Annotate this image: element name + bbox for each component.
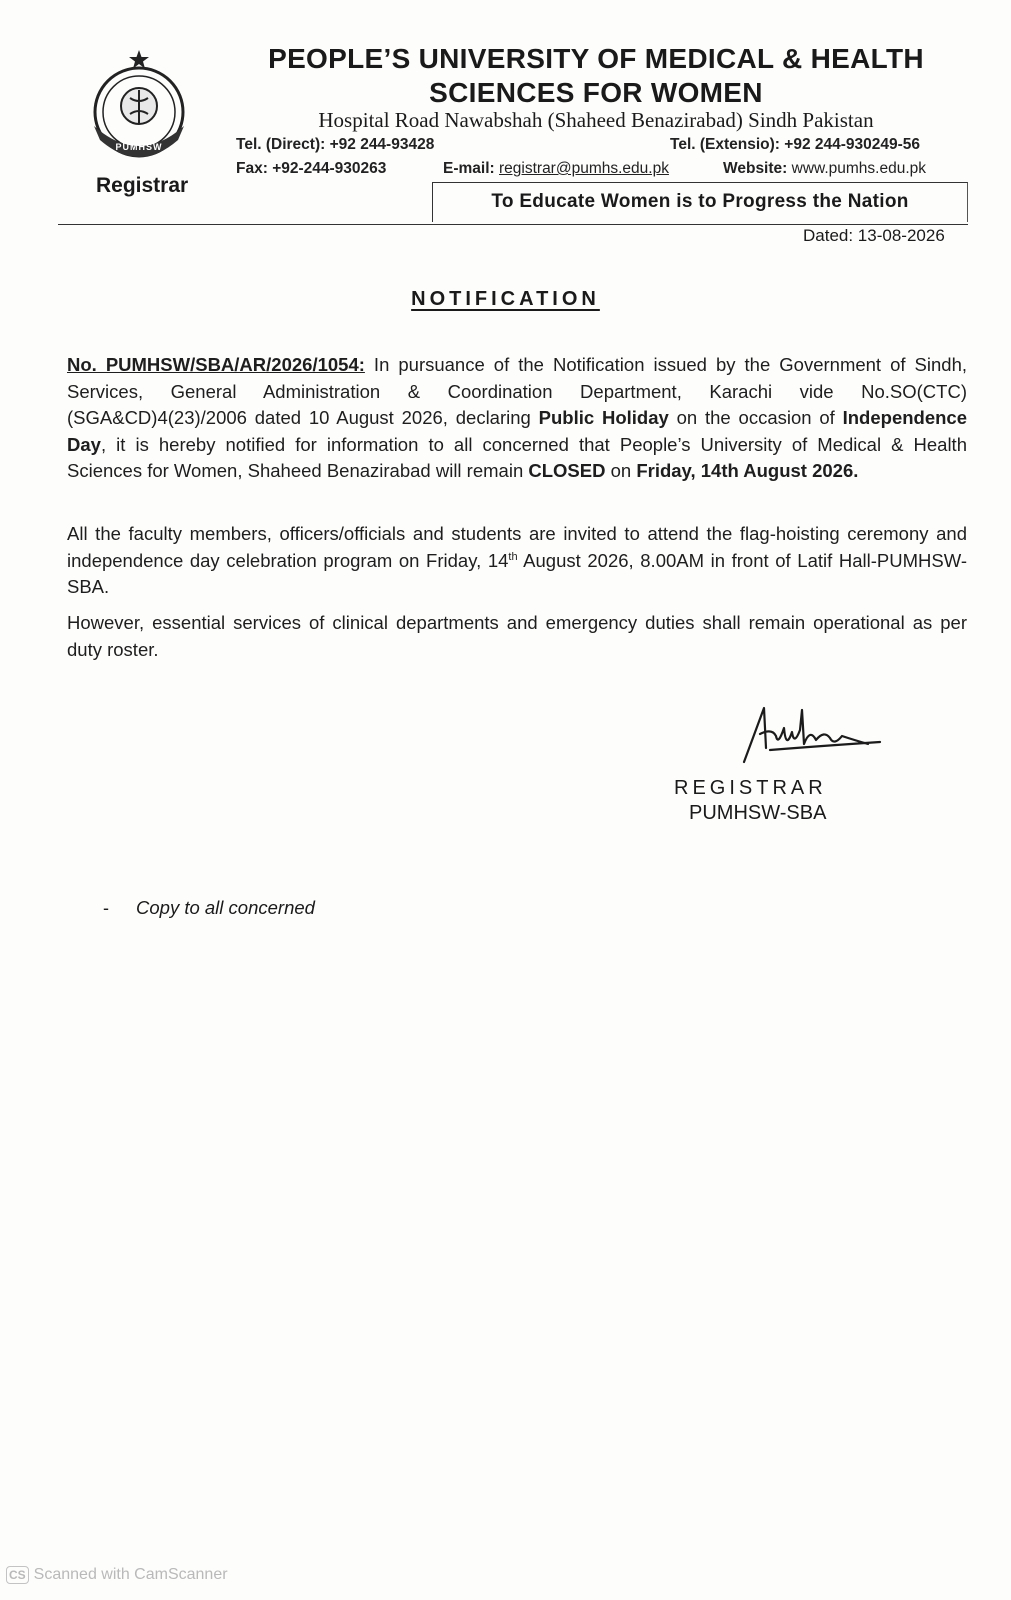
dated: Dated: 13-08-2026: [803, 226, 945, 245]
signatory-title: REGISTRAR: [674, 777, 827, 799]
university-logo: [80, 48, 198, 166]
paragraph-3: However, essential services of clinical departments and emergency duties shall remain operational as per duty roster.: [67, 612, 967, 660]
address: Hospital Road Nawabshah (Shaheed Benazirabad) Sindh Pakistan: [318, 108, 874, 132]
notification-heading: NOTIFICATION: [411, 288, 600, 310]
website-link[interactable]: www.pumhs.edu.pk: [791, 160, 927, 177]
signature-image: [730, 700, 890, 775]
scanner-watermark: CS Scanned with CamScanner: [6, 1566, 228, 1584]
header-divider: [58, 224, 968, 225]
motto: To Educate Women is to Progress the Nation: [491, 191, 909, 212]
copy-bullet: -: [103, 898, 109, 918]
paragraph-1: No. PUMHSW/SBA/AR/2026/1054: In pursuance of the Notification issued by the Government of Sindh, Services, General Administration & Coordination Department, Karachi vide No.SO(CTC)(SGA&CD)4(23)/2006 dated 10 August 2026, declaring Public Holiday on the occasion of Independence Day, it is hereby notified for information to all concerned that People’s University of Medical & Health Sciences for Women, Shaheed Benazirabad will remain CLOSED on Friday, 14th August 2026.: [67, 354, 967, 481]
reference-number: No. PUMHSW/SBA/AR/2026/1054:: [67, 354, 365, 375]
fax: Fax: +92-244-930263: [236, 160, 387, 177]
tel-direct: Tel. (Direct): +92 244-93428: [236, 136, 435, 153]
email-link[interactable]: registrar@pumhs.edu.pk: [499, 160, 669, 177]
university-name: PEOPLE’S UNIVERSITY OF MEDICAL & HEALTH SCIENCES FOR WOMEN: [268, 43, 924, 108]
email: E-mail: registrar@pumhs.edu.pk: [443, 160, 669, 177]
signatory-org: PUMHSW-SBA: [689, 802, 827, 824]
paragraph-2: All the faculty members, officers/officials and students are invited to attend the flag-hoisting ceremony and independence day celebration program on Friday, 14th August 2026, 8.00AM in front of Latif Hall-PUMHSW-SBA.: [67, 523, 967, 597]
office-label: Registrar: [96, 174, 189, 197]
camscanner-icon: CS: [6, 1566, 29, 1584]
website: Website: www.pumhs.edu.pk: [723, 160, 927, 177]
copy-to: Copy to all concerned: [136, 897, 315, 918]
tel-extension: Tel. (Extensio): +92 244-930249-56: [670, 136, 921, 153]
svg-text:PUMHSW: PUMHSW: [115, 142, 163, 152]
